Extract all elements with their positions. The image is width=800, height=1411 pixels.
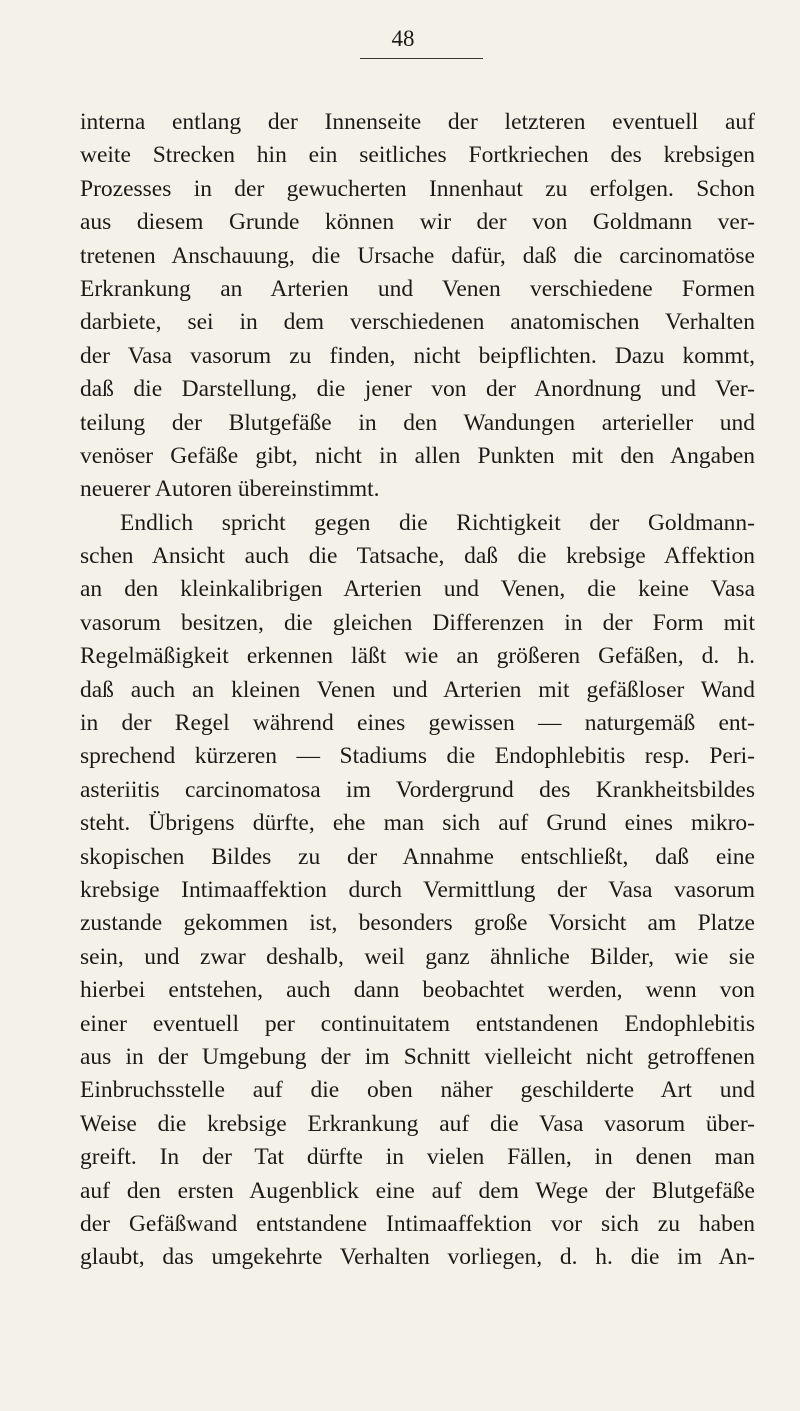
text-line: auf den ersten Augenblick eine auf dem Wege der Blutgefäße <box>80 1177 755 1204</box>
text-line: schen Ansicht auch die Tatsache, daß die krebsige Affektion <box>80 543 755 570</box>
text-line: tretenen Anschauung, die Ursache dafür, daß die carcinomatöse <box>80 242 755 269</box>
text-line: weite Strecken hin ein seitliches Fortkriechen des krebsigen <box>80 142 755 169</box>
text-line: hierbei entstehen, auch dann beobachtet werden, wenn von <box>80 977 755 1004</box>
text-line: an den kleinkalibrigen Arterien und Venen, die keine Vasa <box>80 576 755 603</box>
text-line: venöser Gefäße gibt, nicht in allen Punkten mit den Angaben <box>80 442 755 469</box>
text-line: glaubt, das umgekehrte Verhalten vorliegen, d. h. die im An- <box>80 1244 755 1271</box>
text-line: interna entlang der Innenseite der letzteren eventuell auf <box>80 109 755 135</box>
text-line: teilung der Blutgefäße in den Wandungen arterieller und <box>80 409 755 436</box>
text-line: Endlich spricht gegen die Richtigkeit der Goldmann- <box>120 509 755 536</box>
text-line: neuerer Autoren übereinstimmt. <box>80 476 380 503</box>
text-line: aus diesem Grunde können wir der von Goldmann ver- <box>80 209 755 236</box>
text-line: darbiete, sei in dem verschiedenen anatomischen Verhalten <box>80 309 755 336</box>
text-line: Prozesses in der gewucherten Innenhaut zu erfolgen. Schon <box>80 175 755 202</box>
header-rule <box>360 58 483 59</box>
text-line: der Gefäßwand entstandene Intimaaffektion vor sich zu haben <box>80 1210 755 1237</box>
text-line: greift. In der Tat dürfte in vielen Fällen, in denen man <box>80 1144 755 1171</box>
page-number: 48 <box>391 26 415 51</box>
text-line: Erkrankung an Arterien und Venen verschiedene Formen <box>80 275 755 302</box>
text-line: steht. Übrigens dürfte, ehe man sich auf Grund eines mikro- <box>80 810 755 837</box>
text-line: Regelmäßigkeit erkennen läßt wie an größeren Gefäßen, d. h. <box>80 643 755 670</box>
text-line: krebsige Intimaaffektion durch Vermittlung der Vasa vasorum <box>80 876 755 903</box>
text-line: vasorum besitzen, die gleichen Differenzen in der Form mit <box>80 609 755 636</box>
text-line: in der Regel während eines gewissen — naturgemäß ent- <box>80 710 755 737</box>
text-line: zustande gekommen ist, besonders große Vorsicht am Platze <box>80 910 755 937</box>
text-line: sein, und zwar deshalb, weil ganz ähnliche Bilder, wie sie <box>80 943 755 970</box>
text-line: Weise die krebsige Erkrankung auf die Vasa vasorum über- <box>80 1110 755 1137</box>
text-line: Einbruchsstelle auf die oben näher geschilderte Art und <box>80 1077 755 1104</box>
text-line: skopischen Bildes zu der Annahme entschließt, daß eine <box>80 843 755 870</box>
body-text <box>80 106 755 1275</box>
text-line: der Vasa vasorum zu finden, nicht beipflichten. Dazu kommt, <box>80 342 755 369</box>
text-line: aus in der Umgebung der im Schnitt vielleicht nicht getroffenen <box>80 1043 755 1070</box>
text-line: sprechend kürzeren — Stadiums die Endophlebitis resp. Peri- <box>80 743 755 770</box>
text-line: daß die Darstellung, die jener von der Anordnung und Ver- <box>80 376 755 403</box>
text-line: einer eventuell per continuitatem entstandenen Endophlebitis <box>80 1010 755 1037</box>
text-line: daß auch an kleinen Venen und Arterien mit gefäßloser Wand <box>80 676 755 703</box>
text-line: asteriitis carcinomatosa im Vordergrund des Krankheitsbildes <box>80 776 755 803</box>
